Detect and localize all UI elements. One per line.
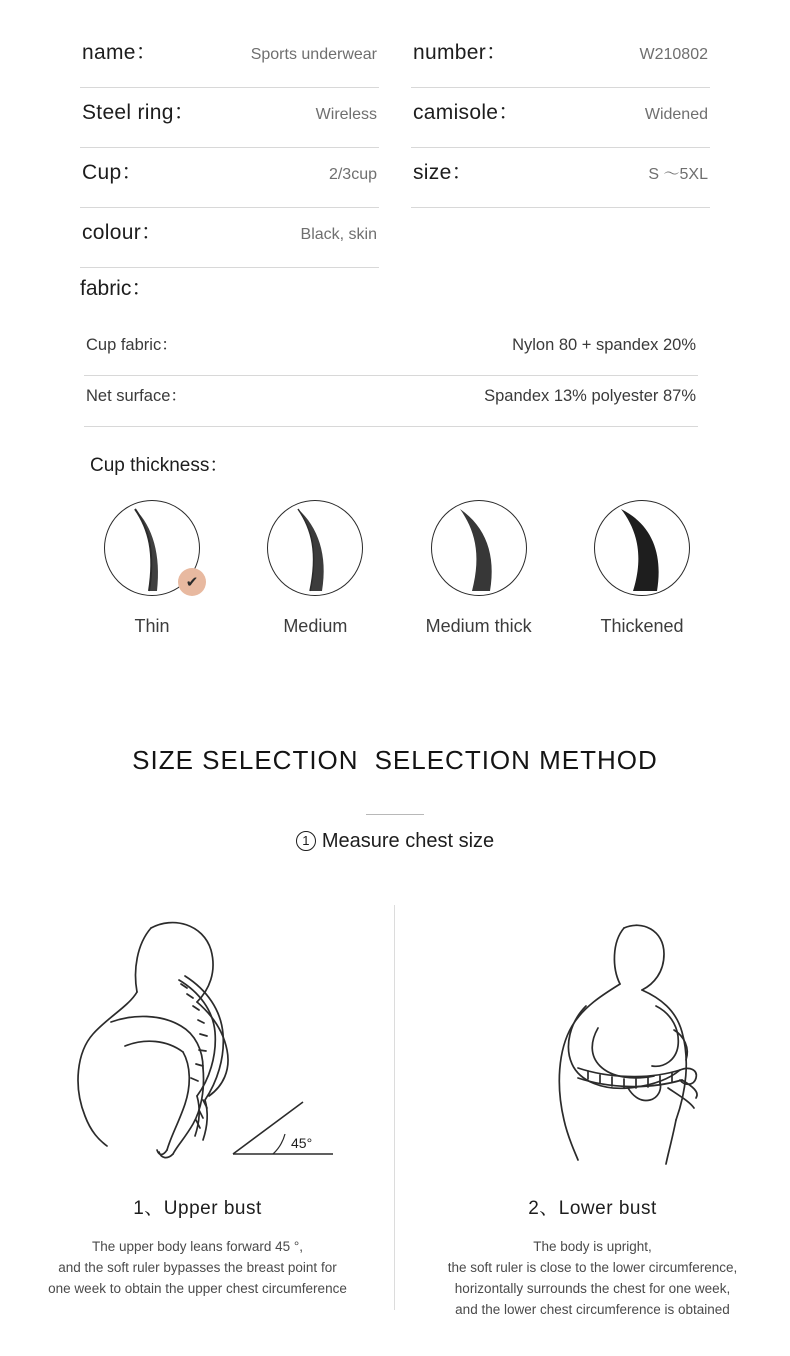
thickness-option-medium[interactable] bbox=[235, 500, 395, 637]
spec-label: number： bbox=[413, 41, 508, 64]
spec-label: Steel ring： bbox=[82, 101, 196, 124]
selected-check-icon: ✔ bbox=[178, 568, 206, 596]
cup-thickness-options bbox=[72, 500, 722, 637]
spec-label: camisole： bbox=[413, 101, 520, 124]
fabric-row-cup bbox=[84, 325, 698, 376]
desc-line: and the lower chest circumference is obtained bbox=[455, 1302, 730, 1317]
spec-row bbox=[80, 148, 710, 208]
spec-value: Sports underwear bbox=[250, 46, 377, 63]
heading-right-text: SELECTION METHOD bbox=[374, 745, 658, 775]
figure-description bbox=[395, 1236, 790, 1320]
spec-row bbox=[80, 88, 710, 148]
spec-cell-cup bbox=[80, 148, 379, 208]
fabric-title: fabric： bbox=[80, 277, 153, 300]
thickness-option-thin[interactable] bbox=[72, 500, 232, 637]
spec-value: 2/3cup bbox=[328, 166, 377, 183]
heading-left-text: SIZE SELECTION bbox=[132, 745, 359, 775]
spec-value: Wireless bbox=[315, 106, 377, 123]
spec-value: Black, skin bbox=[300, 226, 377, 243]
spec-label: Cup： bbox=[82, 161, 143, 184]
fabric-label: Net surface： bbox=[86, 387, 187, 405]
thickness-option-label: Medium bbox=[283, 616, 348, 636]
thickness-option-thickened[interactable] bbox=[562, 500, 722, 637]
figure-description bbox=[0, 1236, 395, 1299]
desc-line: The upper body leans forward 45 °, bbox=[91, 1239, 304, 1254]
desc-line: horizontally surrounds the chest for one week, bbox=[454, 1281, 731, 1296]
figure-caption: 1、Upper bust bbox=[133, 1198, 262, 1219]
figure-upper-bust bbox=[0, 905, 395, 1299]
spec-row bbox=[80, 28, 710, 88]
cup-thickness-title: Cup thickness： bbox=[90, 455, 229, 476]
spec-label: name： bbox=[82, 41, 158, 64]
spec-cell-size bbox=[411, 148, 710, 208]
spec-cell-number bbox=[411, 28, 710, 88]
spec-row bbox=[80, 208, 710, 268]
desc-line: The body is upright, bbox=[533, 1239, 652, 1254]
thickness-option-label: Thickened bbox=[600, 616, 684, 636]
upper-bust-illustration bbox=[0, 905, 395, 1185]
step-one-title bbox=[0, 830, 790, 853]
thickness-option-label: Thin bbox=[134, 616, 170, 636]
spec-value: W210802 bbox=[639, 46, 708, 63]
fabric-value: Nylon 80 + spandex 20% bbox=[512, 336, 696, 354]
thickness-option-medium-thick[interactable] bbox=[399, 500, 559, 637]
spec-cell-name bbox=[80, 28, 379, 88]
angle-label: 45° bbox=[290, 1135, 312, 1151]
spec-cell-colour bbox=[80, 208, 379, 268]
cup-medium-icon bbox=[267, 500, 363, 596]
size-selection-heading bbox=[0, 745, 790, 776]
spec-value: S ～5XL bbox=[648, 166, 708, 183]
fabric-row-net bbox=[84, 376, 698, 427]
spec-cell-camisole bbox=[411, 88, 710, 148]
desc-line: one week to obtain the upper chest circumference bbox=[48, 1281, 347, 1296]
step-number-icon: 1 bbox=[296, 831, 316, 851]
fabric-table bbox=[84, 325, 698, 427]
desc-line: the soft ruler is close to the lower circumference, bbox=[447, 1260, 738, 1275]
figure-caption: 2、Lower bust bbox=[528, 1198, 657, 1219]
spec-value: Widened bbox=[644, 106, 708, 123]
cup-thickened-icon bbox=[594, 500, 690, 596]
figure-lower-bust bbox=[395, 905, 790, 1320]
heading-divider bbox=[366, 814, 424, 815]
desc-line: and the soft ruler bypasses the breast point for bbox=[58, 1260, 337, 1275]
spec-table bbox=[80, 28, 710, 268]
lower-bust-illustration bbox=[395, 905, 790, 1185]
spec-cell-empty bbox=[411, 208, 710, 268]
fabric-value: Spandex 13% polyester 87% bbox=[484, 387, 696, 405]
spec-cell-steel-ring bbox=[80, 88, 379, 148]
spec-label: size： bbox=[413, 161, 473, 184]
spec-label: colour： bbox=[82, 221, 163, 244]
fabric-label: Cup fabric： bbox=[86, 336, 178, 354]
cup-medium-thick-icon bbox=[431, 500, 527, 596]
thickness-option-label: Medium thick bbox=[425, 616, 532, 636]
step-one-label: Measure chest size bbox=[321, 830, 495, 852]
